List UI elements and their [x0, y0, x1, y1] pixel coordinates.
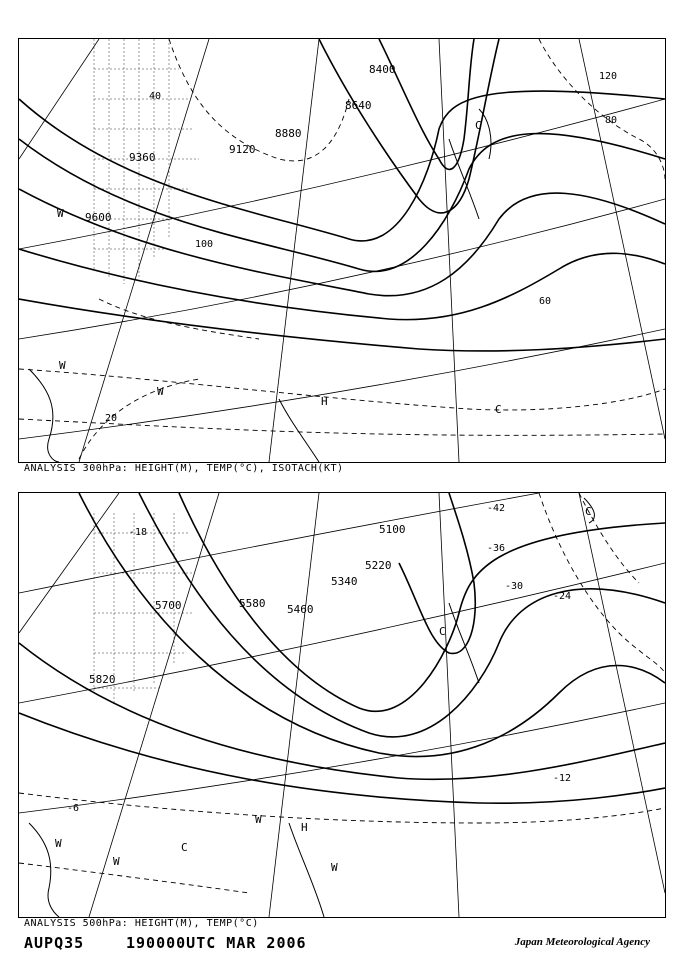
center-label: H	[301, 821, 308, 834]
temp-label: -36	[487, 543, 506, 554]
height-label: 5340	[331, 575, 358, 588]
chart-id: AUPQ35	[24, 934, 85, 952]
caption-500hpa: ANALYSIS 500hPa: HEIGHT(M), TEMP(°C)	[24, 918, 259, 929]
center-label: C	[181, 841, 188, 854]
height-label: 8640	[345, 99, 372, 112]
pressure-center-labels	[55, 505, 592, 874]
isotach-label: 120	[599, 71, 618, 82]
center-label: W	[55, 837, 62, 850]
center-label: W	[57, 207, 64, 220]
isotherm-contours	[19, 493, 665, 893]
isotach-label: 100	[195, 239, 214, 250]
height-contours	[19, 493, 665, 803]
temp-label: -12	[553, 773, 572, 784]
height-label: 5700	[155, 599, 182, 612]
map-300hpa-canvas	[19, 39, 665, 462]
temp-label: -24	[553, 591, 572, 602]
height-label: 5580	[239, 597, 266, 610]
isotach-labels	[105, 71, 617, 424]
height-label: 8880	[275, 127, 302, 140]
temp-label: -30	[505, 581, 524, 592]
center-label: C	[475, 119, 482, 132]
center-label: W	[331, 861, 338, 874]
center-label: W	[255, 813, 262, 826]
temp-label: -6	[67, 803, 80, 814]
isotach-label: 40	[149, 91, 162, 102]
center-label: H	[321, 395, 328, 408]
map-500hpa-canvas	[19, 493, 665, 917]
center-label: C	[439, 625, 446, 638]
center-label: W	[157, 385, 164, 398]
map-panel-500hpa	[18, 492, 666, 918]
height-label: 5820	[89, 673, 116, 686]
height-contours	[19, 39, 665, 351]
height-labels	[89, 523, 406, 686]
map-panel-300hpa	[18, 38, 666, 463]
height-label: 5100	[379, 523, 406, 536]
temp-label: -18	[129, 527, 148, 538]
valid-time: 190000UTC MAR 2006	[126, 934, 307, 952]
height-label: 8400	[369, 63, 396, 76]
caption-300hpa: ANALYSIS 300hPa: HEIGHT(M), TEMP(°C), ISOTACH(KT)	[24, 463, 344, 474]
height-label: 5220	[365, 559, 392, 572]
center-label: C	[495, 403, 502, 416]
temp-label: -42	[487, 503, 506, 514]
isotach-label: 60	[539, 296, 552, 307]
height-label: 5460	[287, 603, 314, 616]
height-label: 9120	[229, 143, 256, 156]
isotach-label: 20	[105, 413, 118, 424]
agency-credit: Japan Meteorological Agency	[514, 936, 650, 948]
height-label: 9360	[129, 151, 156, 164]
isotach-label: 80	[605, 115, 618, 126]
height-labels	[85, 63, 396, 224]
height-label: 9600	[85, 211, 112, 224]
center-label: W	[113, 855, 120, 868]
center-label: C	[585, 505, 592, 518]
center-label: W	[59, 359, 66, 372]
